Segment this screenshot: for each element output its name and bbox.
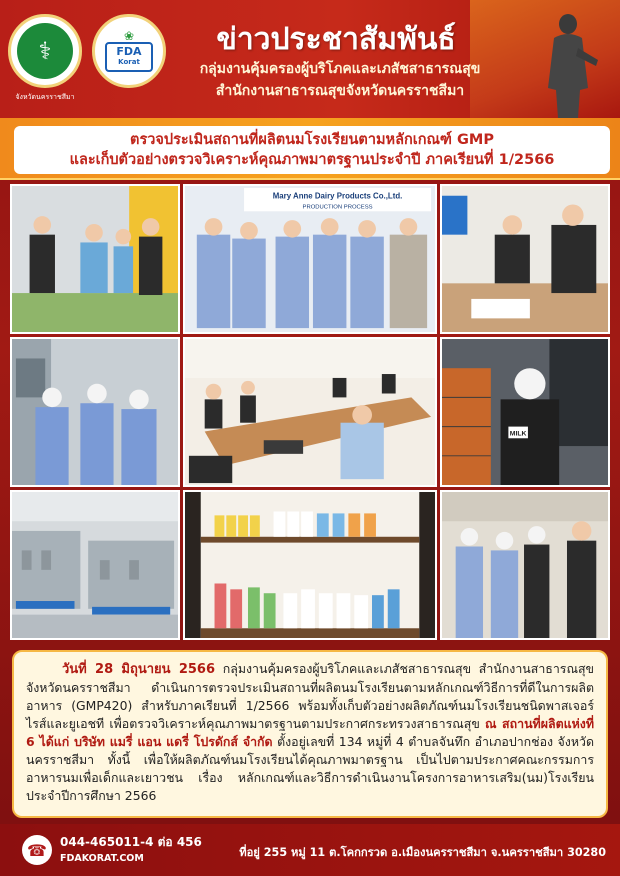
article-date: วันที่ 28 มิถุนายน 2566	[62, 662, 216, 677]
caduceus-icon: ⚕	[17, 23, 73, 79]
article-paragraph	[26, 660, 594, 805]
headline-line-1: ตรวจประเมินสถานที่ผลิตนมโรงเรียนตามหลักเกณฑ์ GMP	[130, 132, 494, 148]
headline-box	[14, 126, 610, 174]
moph-logo-caption: จังหวัดนครราชสีมา	[15, 93, 75, 101]
page-title: ข่าวประชาสัมพันธ์	[216, 22, 456, 57]
article-text-part2: ตั้งอยู่เลขที่ 134 หมู่ที่ 4 ตำบลจันทึก อำเภอปากช่อง จังหวัดนครราชสีมา ทั้งนี้ เพื่อให้ผลิตภัณฑ์นมโรงเรียนได้คุณภาพมาตรฐาน เป็นไปตามประกาศคณะกรรมการอาหารนมเพื่อเด็กและเยาวชน เรื่อง หลักเกณฑ์และวิธีการดำเนินงานโครงการอาหารเสริม(นม)โรงเรียน ประจำปีการศึกษา 2566	[26, 734, 595, 803]
photo-document-review	[440, 184, 610, 334]
photo-product-shelf	[183, 490, 437, 640]
photo-inspectors-walking	[10, 184, 180, 334]
photo-group-in-gowns	[183, 184, 437, 334]
article-text-part1: กลุ่มงานคุ้มครองผู้บริโภคและเภสัชสาธารณสุข สำนักงานสาธารณสุขจังหวัดนครราชสีมา ดำเนินการตรวจประเมินสถานที่ผลิตนมโรงเรียนตามหลักเกณฑ์วิธีการที่ดีในการผลิตอาหาร (GMP420) สำหรับภาคเรียนที่ 1/2566 พร้อมทั้งเก็บตัวอย่างผลิตภัณฑ์นมโรงเรียนชนิดพาสเจอร์ไรส์และยูเอชที เพื่อตรวจวิเคราะห์คุณภาพมาตรฐานตามประกาศกระทรวงสาธารณสุข	[26, 661, 594, 731]
header-banner	[0, 0, 620, 118]
factory-banner-text: Mary Anne Dairy Products Co.,Ltd.	[272, 191, 403, 201]
phone-icon: ☎	[22, 835, 52, 865]
website-link[interactable]: FDAKORAT.COM	[60, 853, 144, 864]
footer-bar	[0, 824, 620, 876]
headline-band	[0, 118, 620, 180]
apron-label: MILK	[509, 430, 527, 438]
office-name: สำนักงานสาธารณสุขจังหวัดนครราชสีมา	[215, 83, 465, 99]
fda-mark	[105, 42, 153, 72]
photo-team-discussion	[440, 490, 610, 640]
fda-logo-sub: Korat	[118, 58, 140, 66]
contact-phone: 044-465011-4 ต่อ 456	[60, 835, 202, 849]
office-address: ที่อยู่ 255 หมู่ 11 ต.โคกกรวด อ.เมืองนครราชสีมา จ.นครราชสีมา 30280	[239, 846, 606, 859]
headline-line-2: และเก็บตัวอย่างตรวจวิเคราะห์คุณภาพมาตรฐานประจำปี ภาคเรียนที่ 1/2566	[69, 152, 555, 168]
article-location: ณ สถานที่ผลิตแห่งที่ 6 ได้แก่ บริษัท แมรี่ แอน แดรี่ โปรดักส์ จำกัด	[26, 716, 594, 749]
moph-logo	[8, 14, 82, 88]
photo-meeting-room	[183, 337, 437, 487]
fda-korat-logo	[92, 14, 166, 88]
article-body	[12, 650, 608, 818]
department-name: กลุ่มงานคุ้มครองผู้บริโภคและเภสัชสาธารณสุข	[199, 61, 481, 77]
photo-production-line-visit	[10, 337, 180, 487]
photo-warehouse-inspection	[440, 337, 610, 487]
leaf-icon: ❀	[123, 29, 135, 43]
photo-filling-machines	[10, 490, 180, 640]
factory-banner-sub: PRODUCTION PROCESS	[302, 204, 373, 211]
fda-logo-text: FDA	[116, 45, 142, 58]
